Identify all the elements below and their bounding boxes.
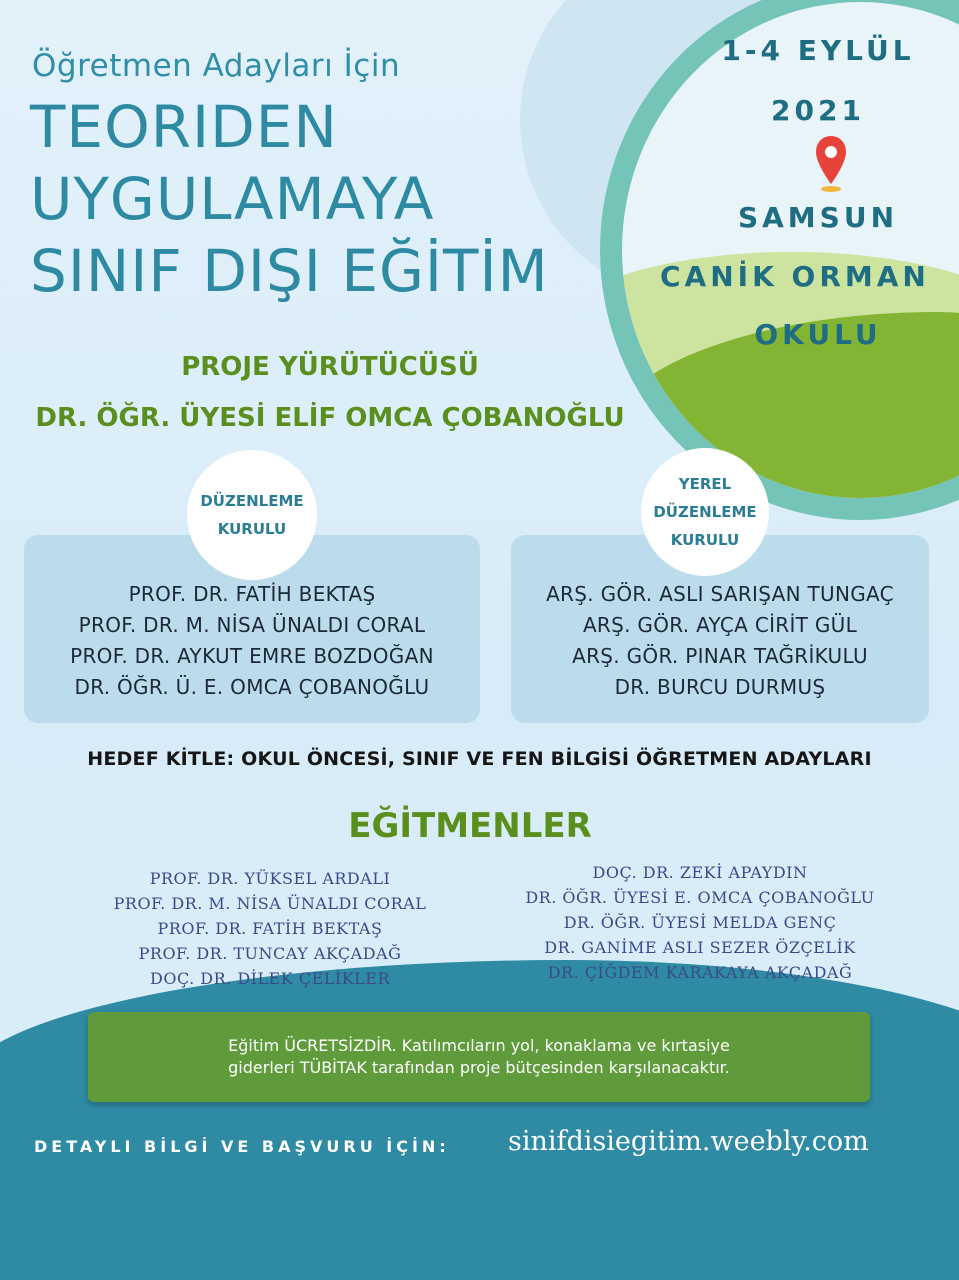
trainer-name: DOÇ. DR. ZEKİ APAYDIN [592, 863, 808, 882]
committee-member: DR. BURCU DURMUŞ [614, 675, 826, 699]
trainer-name: DR. ÖĞR. ÜYESİ E. OMCA ÇOBANOĞLU [525, 888, 875, 907]
bottom-band [0, 960, 959, 1280]
notice-line-1: Eğitim ÜCRETSİZDİR. Katılımcıların yol, konaklama ve kırtasiye [228, 1036, 730, 1055]
trainer-name: PROF. DR. TUNCAY AKÇADAĞ [138, 944, 402, 963]
trainers-right-list [480, 860, 920, 985]
badge-line: KURULU [217, 520, 287, 538]
project-role: PROJE YÜRÜTÜCÜSÜ [181, 352, 479, 382]
trainers-left-list [60, 866, 480, 991]
badge-line: KURULU [670, 531, 740, 549]
event-venue-line-2: OKULU [754, 318, 882, 351]
trainer-name: DR. ÇİĞDEM KARAKAYA AKÇADAĞ [547, 963, 853, 982]
trainer-name: DR. GANİME ASLI SEZER ÖZÇELİK [544, 938, 856, 957]
trainer-name: DOÇ. DR. DİLEK ÇELİKLER [150, 969, 390, 988]
trainer-name: PROF. DR. M. NİSA ÜNALDI CORAL [113, 894, 427, 913]
committee-member: DR. ÖĞR. Ü. E. OMCA ÇOBANOĞLU [74, 675, 430, 699]
trainer-name: DR. ÖĞR. ÜYESİ MELDA GENÇ [563, 913, 837, 932]
footer-label: DETAYLI BİLGİ VE BAŞVURU İÇİN: [34, 1137, 450, 1156]
target-audience: HEDEF KİTLE: OKUL ÖNCESİ, SINIF VE FEN BİLGİSİ ÖĞRETMEN ADAYLARI [87, 748, 872, 770]
badge-line: DÜZENLEME [200, 492, 304, 510]
local-committee-badge [641, 448, 769, 576]
trainers-heading: EĞİTMENLER [348, 806, 592, 846]
trainer-name: PROF. DR. FATİH BEKTAŞ [157, 919, 383, 938]
event-dates: 1-4 EYLÜL [721, 34, 915, 67]
title-line-2: UYGULAMAYA [30, 165, 435, 233]
event-year: 2021 [771, 94, 865, 127]
trainer-name: PROF. DR. YÜKSEL ARDALI [149, 869, 391, 888]
map-pin-icon [814, 134, 848, 194]
committee-member: PROF. DR. FATİH BEKTAŞ [128, 582, 376, 606]
project-lead: DR. ÖĞR. ÜYESİ ELİF OMCA ÇOBANOĞLU [35, 403, 625, 433]
committee-member: ARŞ. GÖR. AYÇA CİRİT GÜL [582, 613, 858, 637]
event-venue-line-1: CANİK ORMAN [660, 260, 930, 293]
title-line-1: TEORIDEN [30, 93, 338, 161]
website-link[interactable]: sinifdisiegitim.weebly.com [508, 1126, 869, 1157]
committee-member: PROF. DR. AYKUT EMRE BOZDOĞAN [70, 644, 434, 668]
committee-member: ARŞ. GÖR. PINAR TAĞRİKULU [572, 644, 868, 668]
subtitle: Öğretmen Adayları İçin [32, 48, 401, 84]
free-notice-box [88, 1012, 870, 1102]
badge-line: YEREL [678, 475, 732, 493]
organizing-committee-badge [187, 450, 317, 580]
committee-member: PROF. DR. M. NİSA ÜNALDI CORAL [78, 613, 426, 637]
event-city: SAMSUN [737, 201, 899, 234]
badge-line: DÜZENLEME [653, 503, 757, 521]
committee-member: ARŞ. GÖR. ASLI SARIŞAN TUNGAÇ [546, 582, 894, 606]
title-line-3: SINIF DIŞI EĞİTİM [30, 237, 549, 305]
notice-line-2: giderleri TÜBİTAK tarafından proje bütçesinden karşılanacaktır. [228, 1058, 730, 1077]
